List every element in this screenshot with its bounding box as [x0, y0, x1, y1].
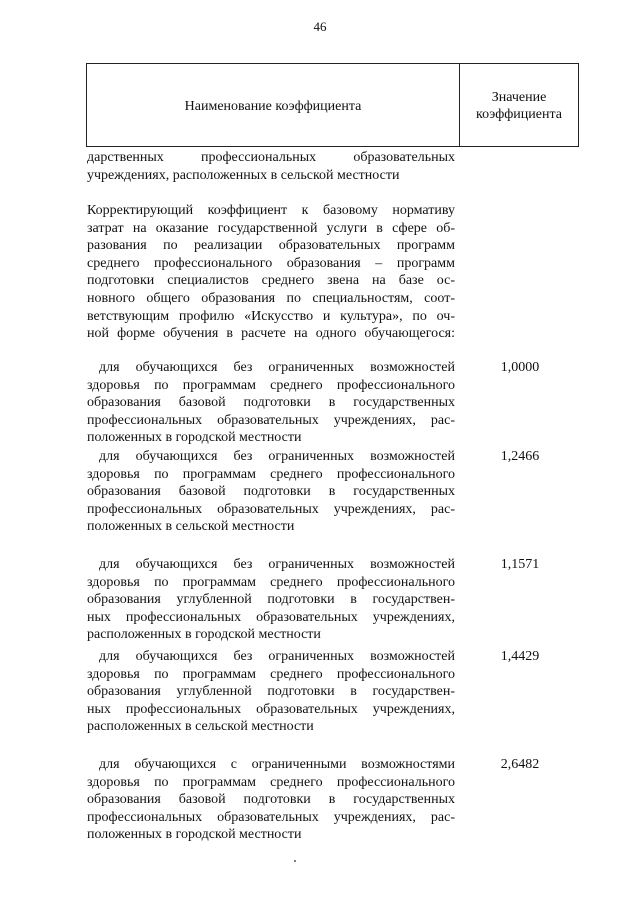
- text-line: положенных в сельской местности: [87, 519, 295, 535]
- coefficient-value: 2,6482: [500, 757, 540, 772]
- text-line: здоровья по программам среднего профессионального: [87, 774, 455, 790]
- text-line: ветствующим профилю «Искусство и культура», по оч-: [87, 308, 455, 324]
- text-line: здоровья по программам среднего профессионального: [87, 466, 455, 482]
- text-line: образования базовой подготовки в государственных: [87, 395, 455, 411]
- scan-speck: [294, 860, 296, 862]
- coefficient-row-text: [87, 448, 455, 536]
- text-line: Корректирующий коэффициент к базовому нормативу: [87, 203, 455, 218]
- text-line: здоровья по программам среднего профессионального: [87, 574, 455, 590]
- text-line: подготовки специалистов среднего звена на базе ос-: [87, 273, 455, 289]
- text-line: затрат на оказание государственной услуги в сфере об-: [87, 220, 455, 236]
- text-line: учреждениях, расположенных в сельской местности: [87, 167, 400, 183]
- text-line: ных профессиональных образовательных учреждениях,: [87, 701, 455, 717]
- text-line: здоровья по программам среднего профессионального: [87, 377, 455, 393]
- coefficient-text-block: [87, 149, 455, 184]
- text-line: дарственных профессиональных образовательных: [87, 150, 455, 165]
- text-line: для обучающихся без ограниченных возможностей: [99, 649, 455, 664]
- text-line: положенных в городской местности: [87, 430, 302, 446]
- text-line: образования базовой подготовки в государственных: [87, 792, 455, 808]
- text-line: для обучающихся без ограниченных возможностей: [99, 557, 455, 572]
- text-line: профессиональных образовательных учреждениях, рас-: [87, 412, 455, 428]
- coefficient-heading-block: [87, 202, 455, 343]
- text-line: положенных в городской местности: [87, 827, 302, 843]
- table-header: [86, 63, 579, 147]
- text-line: среднего профессионального образования – программ: [87, 255, 455, 271]
- page-number: 46: [313, 19, 327, 34]
- text-line: для обучающихся без ограниченных возможностей: [99, 449, 455, 464]
- coefficient-row-text: [87, 756, 455, 844]
- text-line: разования по реализации образовательных программ: [87, 238, 455, 254]
- text-line: новного общего образования по специальностям, соот-: [87, 290, 455, 306]
- coefficient-value: 1,0000: [500, 360, 540, 375]
- coefficient-value: 1,4429: [500, 649, 540, 664]
- text-line: для обучающихся с ограниченными возможностями: [99, 757, 455, 772]
- text-line: ной форме обучения в расчете на одного обучающегося:: [87, 326, 455, 342]
- text-line: образования базовой подготовки в государственных: [87, 484, 455, 500]
- text-line: профессиональных образовательных учреждениях, рас-: [87, 501, 455, 517]
- coefficient-value: 1,2466: [500, 449, 540, 464]
- text-line: профессиональных образовательных учреждениях, рас-: [87, 809, 455, 825]
- coefficient-row-text: [87, 556, 455, 644]
- column-header-value: Значение коэффициента: [476, 90, 562, 122]
- text-line: образования углубленной подготовки в государствен-: [87, 684, 455, 700]
- text-line: для обучающихся без ограниченных возможностей: [99, 360, 455, 375]
- column-header-name: Наименование коэффициента: [87, 64, 460, 146]
- text-line: расположенных в городской местности: [87, 627, 321, 643]
- text-line: расположенных в сельской местности: [87, 719, 314, 735]
- coefficient-row-text: [87, 359, 455, 447]
- coefficient-row-text: [87, 648, 455, 736]
- text-line: ных профессиональных образовательных учреждениях,: [87, 609, 455, 625]
- coefficient-value: 1,1571: [500, 557, 540, 572]
- text-line: образования углубленной подготовки в государствен-: [87, 592, 455, 608]
- text-line: здоровья по программам среднего профессионального: [87, 666, 455, 682]
